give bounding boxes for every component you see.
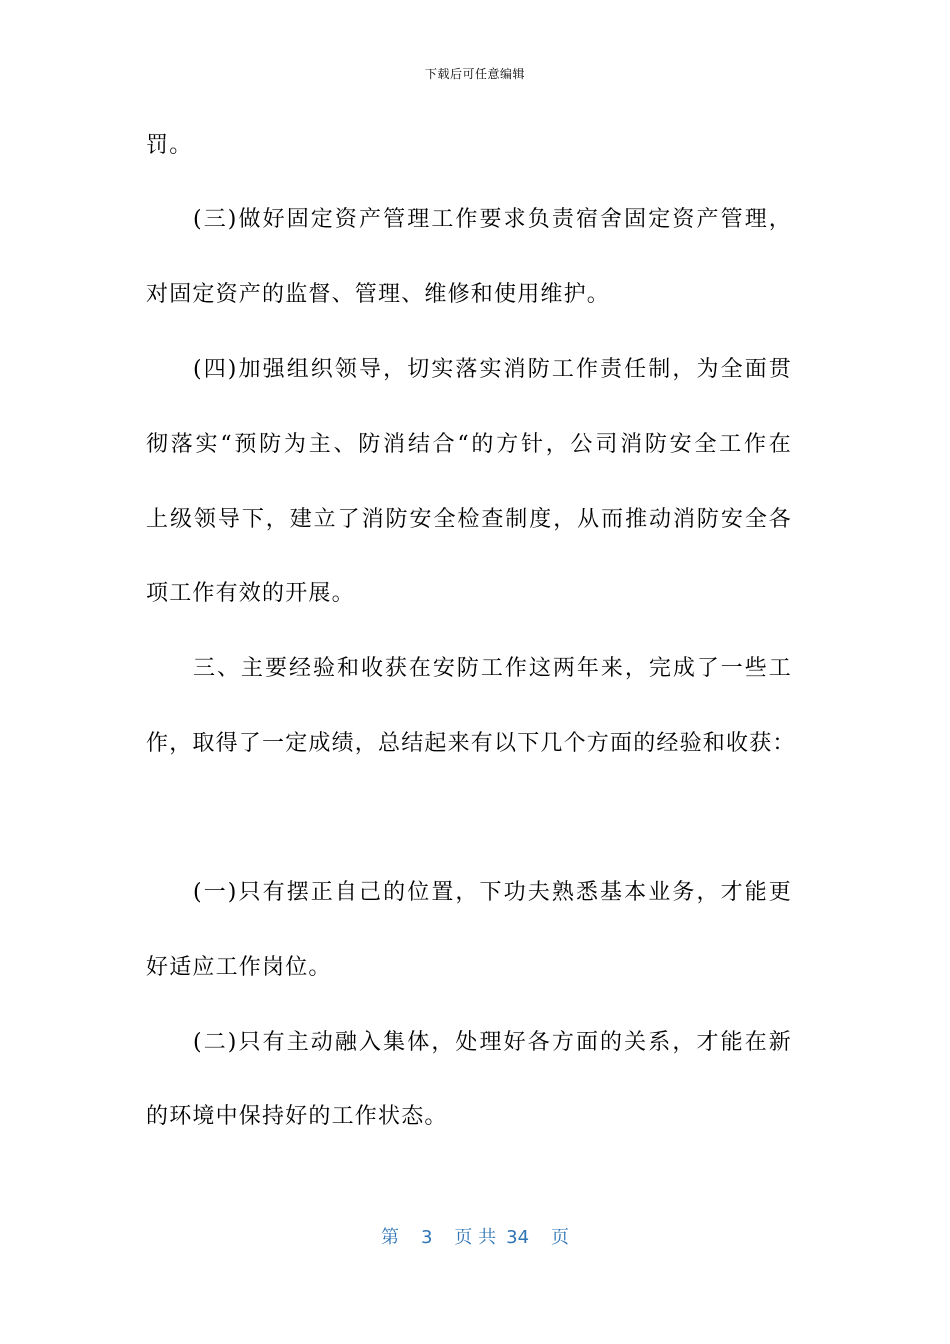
page-footer bbox=[0, 1226, 950, 1250]
text-line: 彻落实“预防为主、防消结合“的方针，公司消防安全工作在 bbox=[146, 432, 792, 457]
text-line: 对固定资产的监督、管理、维修和使用维护。 bbox=[146, 282, 611, 307]
page-header: 下载后可任意编辑 bbox=[424, 67, 525, 81]
text-line: (四)加强组织领导，切实落实消防工作责任制，为全面贯 bbox=[193, 357, 792, 382]
text-line: (二)只有主动融入集体，处理好各方面的关系，才能在新 bbox=[193, 1030, 792, 1055]
page-label-mid: 页 共 bbox=[454, 1227, 497, 1248]
page-label-prefix: 第 bbox=[380, 1227, 399, 1248]
text-line: 项工作有效的开展。 bbox=[146, 581, 355, 606]
total-pages-number: 34 bbox=[506, 1227, 530, 1248]
text-line: 好适应工作岗位。 bbox=[146, 955, 332, 980]
text-line: 作，取得了一定成绩，总结起来有以下几个方面的经验和收获： bbox=[146, 731, 796, 756]
current-page-number: 3 bbox=[420, 1227, 433, 1248]
text-line: (一)只有摆正自己的位置，下功夫熟悉基本业务，才能更 bbox=[193, 880, 792, 905]
text-line: (三)做好固定资产管理工作要求负责宿舍固定资产管理， bbox=[193, 207, 792, 232]
text-line: 三、主要经验和收获在安防工作这两年来，完成了一些工 bbox=[193, 656, 792, 681]
page-label-suffix: 页 bbox=[551, 1227, 570, 1248]
text-line: 罚。 bbox=[146, 133, 193, 158]
text-line: 的环境中保持好的工作状态。 bbox=[146, 1104, 448, 1129]
text-line: 上级领导下，建立了消防安全检查制度，从而推动消防安全各 bbox=[146, 507, 792, 532]
